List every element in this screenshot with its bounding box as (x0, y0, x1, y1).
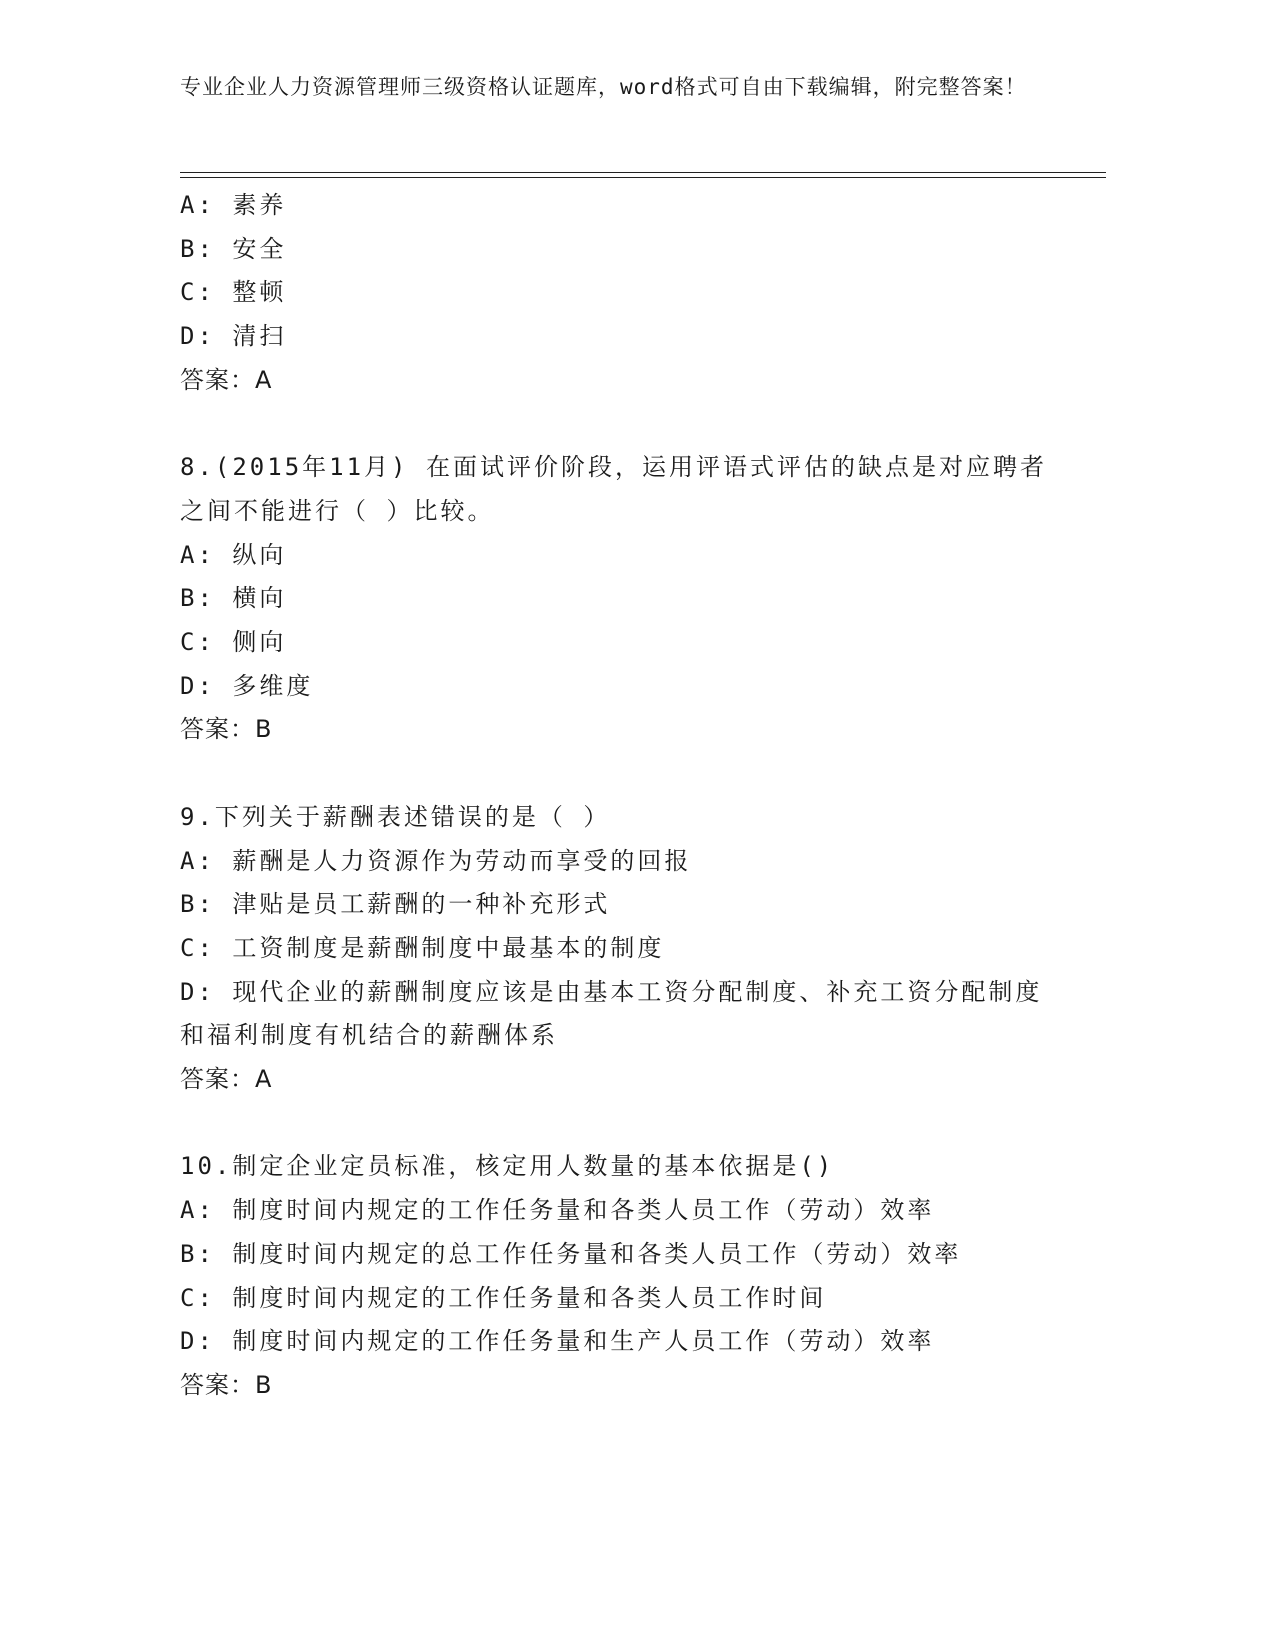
spacer (180, 403, 1060, 447)
option-a: A: 薪酬是人力资源作为劳动而享受的回报 (180, 846, 692, 875)
option-c: C: 制度时间内规定的工作任务量和各类人员工作时间 (180, 1283, 827, 1312)
question-stem: 10.制定企业定员标准，核定用人数量的基本依据是() (180, 1152, 835, 1181)
answer-line: 答案：A (180, 365, 273, 394)
answer-line: 答案：A (180, 1065, 273, 1094)
option-a: A: 素养 (180, 191, 287, 219)
header-divider-bottom (180, 177, 1106, 178)
option-d: D: 清扫 (180, 322, 287, 351)
option-d: D: 多维度 (180, 671, 314, 700)
option-c: C: 侧向 (180, 628, 287, 657)
spacer (180, 1102, 1060, 1146)
question-stem: 8.(2015年11月) 在面试评价阶段，运用评语式评估的缺点是对应聘者之间不能进行（ ）比较。 (180, 453, 1047, 525)
option-b: B: 制度时间内规定的总工作任务量和各类人员工作（劳动）效率 (180, 1239, 962, 1268)
option-d: D: 制度时间内规定的工作任务量和生产人员工作（劳动）效率 (180, 1327, 935, 1356)
question-content (180, 184, 1060, 1408)
spacer (180, 752, 1060, 796)
option-b: B: 津贴是员工薪酬的一种补充形式 (180, 890, 611, 919)
option-a: A: 制度时间内规定的工作任务量和各类人员工作（劳动）效率 (180, 1196, 935, 1225)
option-a: A: 纵向 (180, 540, 287, 569)
question-block-9 (180, 796, 1060, 1102)
option-c: C: 整顿 (180, 278, 287, 307)
option-d: D: 现代企业的薪酬制度应该是由基本工资分配制度、补充工资分配制度和福利制度有机结合的薪酬体系 (180, 977, 1043, 1050)
question-block-10 (180, 1145, 1060, 1407)
option-c: C: 工资制度是薪酬制度中最基本的制度 (180, 933, 665, 962)
header-note: 专业企业人力资源管理师三级资格认证题库，word格式可自由下载编辑，附完整答案！ (180, 75, 1027, 99)
question-stem: 9.下列关于薪酬表述错误的是（ ） (180, 802, 611, 831)
answer-line: 答案：B (180, 715, 273, 744)
question-block-prev (180, 184, 1060, 403)
answer-line: 答案：B (180, 1370, 273, 1399)
option-b: B: 安全 (180, 234, 287, 263)
option-b: B: 横向 (180, 584, 287, 613)
question-block-8 (180, 446, 1060, 752)
header-divider-top (180, 172, 1106, 173)
